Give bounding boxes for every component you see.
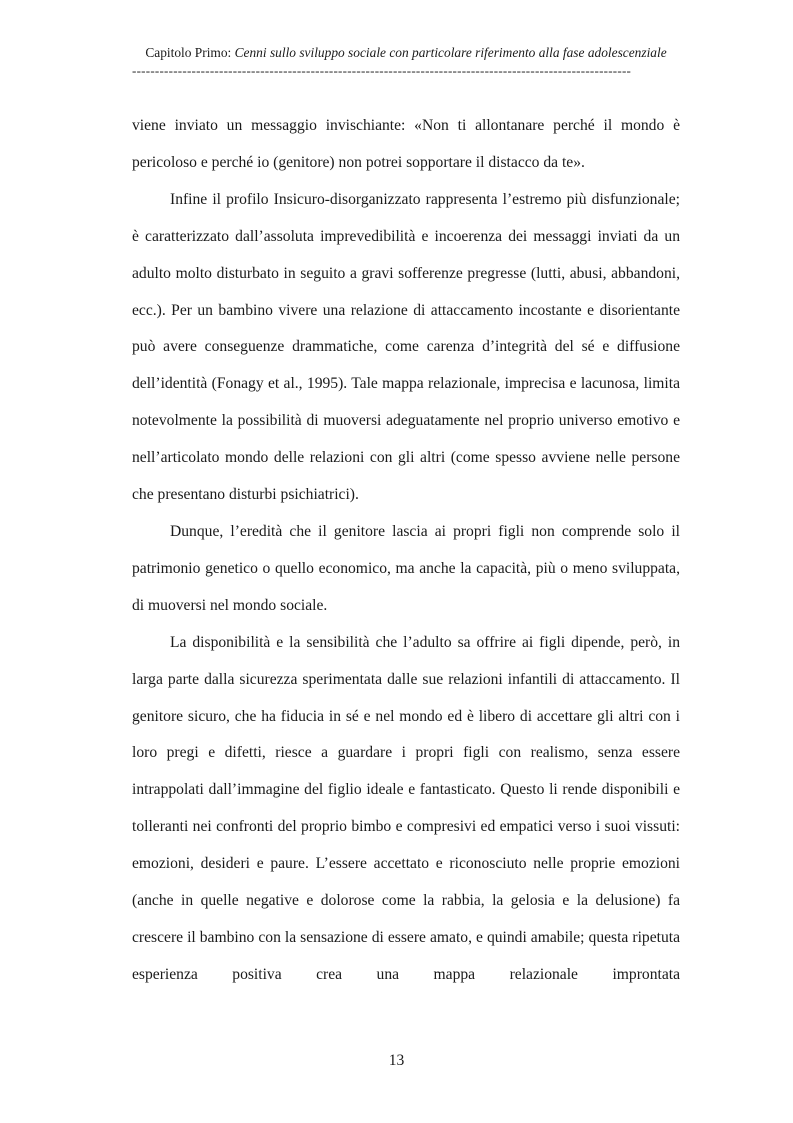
paragraph-secure-parent: La disponibilità e la sensibilità che l’adulto sa offrire ai figli dipende, però, in larga parte dalla sicurezza sperimentata dalle sue relazioni infantili di attaccamento. Il genitore sicuro, che ha fiducia in sé e nel mondo ed è libero di accettare gli altri con i loro pregi e difetti, riesce a guardare i propri figli con realismo, senza essere intrappolati dall’immagine del figlio ideale e fantasticato. Questo li rende disponibili e tolleranti nei confronti del proprio bimbo e compresivi ed empatici verso i suoi vissuti: emozioni, desideri e paure. L’essere accettato e riconosciuto nelle proprie emozioni (anche in quelle negative e dolorose come la rabbia, la gelosia e la delusione) fa crescere il bambino con la sensazione di essere amato, e quindi amabile; questa ripetuta esperienza positiva crea una mappa relazionale improntata: [132, 633, 680, 983]
page-number: 13: [388, 1052, 405, 1069]
header-chapter-subtitle: Cenni sullo sviluppo sociale con particolare riferimento alla fase adolescenziale: [234, 45, 667, 60]
paragraph-continuation: viene inviato un messaggio invischiante: «Non ti allontanare perché il mondo è pericoloso e perché io (genitore) non potrei sopportare il distacco da te».: [132, 117, 680, 171]
header-dashed-rule: -------------------------------------------------------------------------------------------------------------: [132, 64, 632, 78]
header-chapter-label: Capitolo Primo:: [145, 45, 235, 60]
body-text: [132, 108, 680, 994]
running-header: [132, 44, 680, 62]
paragraph-disorganized-profile: Infine il profilo Insicuro-disorganizzato rappresenta l’estremo più disfunzionale; è caratterizzato dall’assoluta imprevedibilità e incoerenza dei messaggi inviati da un adulto molto disturbato in seguito a gravi sofferenze pregresse (lutti, abusi, abbandoni, ecc.). Per un bambino vivere una relazione di attaccamento incostante e disorientante può avere conseguenze drammatiche, come carenza d’integrità del sé e diffusione dell’identità (Fonagy et al., 1995). Tale mappa relazionale, imprecisa e lacunosa, limita notevolmente la possibilità di muoversi adeguatamente nel proprio universo emotivo e nell’articolato mondo delle relazioni con gli altri (come spesso avviene nelle persone che presentano disturbi psichiatrici).: [132, 190, 680, 504]
paragraph-parental-legacy: Dunque, l’eredità che il genitore lascia ai propri figli non comprende solo il patrimonio genetico o quello economico, ma anche la capacità, più o meno sviluppata, di muoversi nel mondo sociale.: [132, 522, 680, 614]
